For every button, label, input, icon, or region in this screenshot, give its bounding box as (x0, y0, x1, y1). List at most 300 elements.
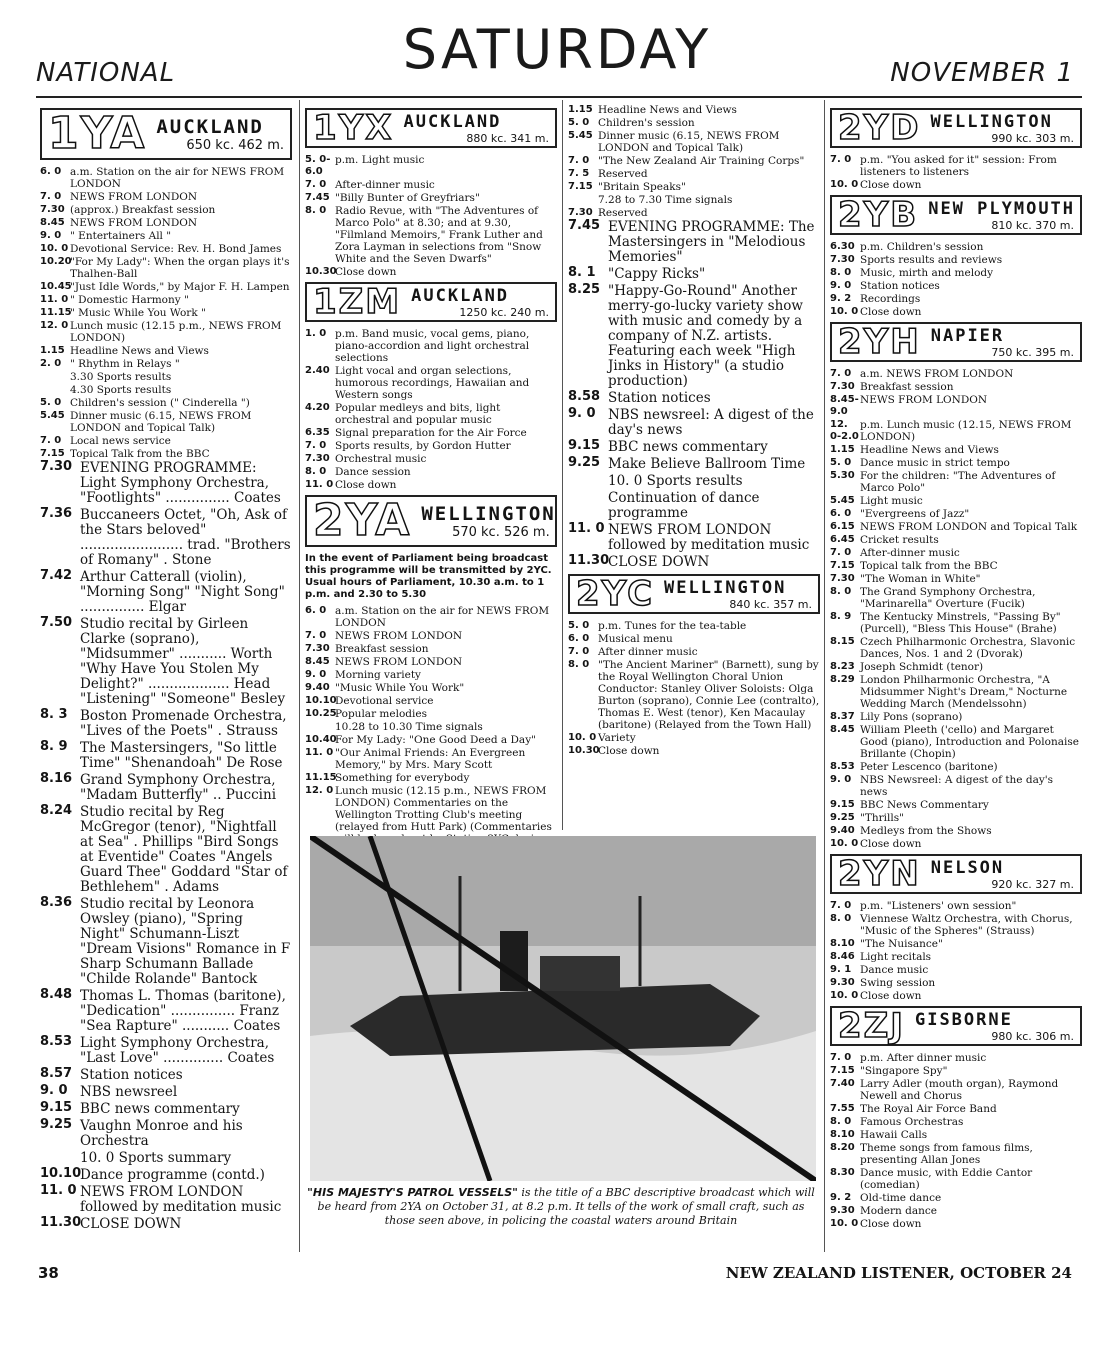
entry-text: The Mastersingers, "So little Time" "Shenandoah" De Rose (80, 740, 283, 771)
entry-time: 8.10 (830, 938, 855, 949)
schedule-entry (830, 267, 1082, 279)
schedule-list (568, 104, 820, 219)
station-freq: 570 kc. 526 m. (452, 524, 550, 540)
entry-time: 9. 0 (568, 406, 596, 421)
schedule-entry (40, 371, 292, 383)
entry-time: 7.30 (305, 453, 330, 464)
entry-time: 9.40 (305, 682, 330, 693)
column-divider (299, 100, 300, 1252)
schedule-entry (830, 913, 1082, 937)
entry-text: CLOSE DOWN (608, 554, 710, 570)
entry-text: Dance session (335, 466, 411, 478)
schedule-entry (305, 643, 557, 655)
entry-time: 7.15 (830, 560, 855, 571)
entry-text: William Pleeth ('cello) and Margaret Good (piano), Introduction and Polonaise Brillante (Chopin) (860, 724, 1079, 760)
entry-time (40, 371, 70, 383)
schedule-entry (568, 646, 820, 658)
entry-text: Close down (598, 745, 660, 757)
station-city: GISBORNE (914, 1009, 1013, 1030)
entry-text: p.m. Band music, vocal gems, piano, piano-accordion and light orchestral selections (335, 328, 530, 364)
schedule-entry (830, 254, 1082, 266)
entry-time: 2.40 (305, 365, 330, 376)
entry-text: Close down (860, 306, 922, 318)
schedule-entry (830, 661, 1082, 673)
schedule-entry (305, 328, 557, 364)
entry-time: 7. 0 (305, 440, 327, 451)
entry-text: "Evergreens of Jazz" (860, 508, 970, 520)
entry-text: Sports results, by Gordon Hutter (335, 440, 511, 452)
schedule-entry (830, 611, 1082, 635)
parliament-notice: In the event of Parliament being broadcast this programme will be transmitted by 2YC. Usual hours of Parliament, 10.30 a.m. to 1 p.m. and 2.30 to 5.30 (305, 553, 552, 600)
entry-text: 7.28 to 7.30 Time signals (598, 194, 733, 206)
entry-text: p.m. Tunes for the tea-table (598, 620, 747, 632)
schedule-entry (568, 168, 820, 180)
entry-text: Popular melodies (335, 708, 427, 720)
entry-time: 5. 0-6.0 (305, 154, 331, 177)
station-1yx (305, 108, 557, 148)
schedule-entry (305, 772, 557, 784)
entry-time: 7.40 (830, 1078, 855, 1089)
station-1ya (40, 108, 292, 160)
schedule-entry (830, 951, 1082, 963)
schedule-entry (830, 900, 1082, 912)
entry-time: 10. 0 (568, 732, 597, 743)
station-2zj (830, 1006, 1082, 1046)
station-logo: 1ZM (313, 282, 402, 322)
station-city: WELLINGTON (930, 111, 1053, 132)
schedule-entry (830, 241, 1082, 253)
schedule-list (830, 368, 1082, 850)
entry-text: Station notices (80, 1067, 183, 1083)
entry-text: Close down (335, 266, 397, 278)
entry-text: Lily Pons (soprano) (860, 711, 963, 723)
entry-time: 1.15 (40, 345, 65, 356)
schedule-entry (40, 243, 292, 255)
entry-text: Local news service (70, 435, 171, 447)
entry-time: 8.36 (40, 895, 73, 910)
station-freq: 840 kc. 357 m. (729, 597, 812, 611)
entry-time: 7.42 (40, 568, 73, 583)
entry-text: 3.30 Sports results (70, 371, 172, 383)
entry-text: BBC News Commentary (860, 799, 989, 811)
schedule-entry (305, 734, 557, 746)
entry-time: 8. 9 (40, 739, 68, 754)
station-freq: 810 kc. 370 m. (991, 218, 1074, 232)
entry-time: 8.24 (40, 803, 73, 818)
entry-time: 11.15 (40, 307, 72, 318)
schedule-entry (40, 773, 292, 803)
entry-time: 8.29 (830, 674, 855, 685)
entry-time: 10. 0 (830, 179, 859, 190)
entry-time: 8. 0 (830, 913, 852, 924)
entry-text: 4.30 Sports results (70, 384, 172, 396)
entry-time: 10.30 (305, 266, 337, 277)
entry-text: Make Believe Ballroom Time (608, 456, 806, 472)
schedule-entry (40, 410, 292, 434)
schedule-list (40, 166, 292, 460)
schedule-entry (830, 179, 1082, 191)
schedule-entry (305, 605, 557, 629)
entry-text: Dance music (860, 964, 929, 976)
schedule-entry (40, 1036, 292, 1066)
entry-text: Musical menu (598, 633, 673, 645)
entry-time: 11. 0 (568, 521, 605, 536)
entry-time: 1. 0 (305, 328, 327, 339)
schedule-entry (305, 479, 557, 491)
station-logo: 2YD (838, 108, 921, 148)
entry-time: 9. 0 (830, 280, 852, 291)
entry-time: 11. 0 (305, 747, 334, 758)
column-4 (830, 104, 1082, 1231)
entry-time (305, 721, 335, 733)
entry-time: 7. 0 (830, 368, 852, 379)
entry-text: Breakfast session (860, 381, 954, 393)
entry-text: 10.28 to 10.30 Time signals (335, 721, 483, 733)
entry-time: 10.25 (305, 708, 337, 719)
schedule-entry (830, 1205, 1082, 1217)
column-3 (568, 104, 820, 758)
schedule-entry (40, 617, 292, 707)
publication-footer: NEW ZEALAND LISTENER, OCTOBER 24 (725, 1264, 1072, 1282)
column-1yа (40, 104, 292, 1234)
entry-text: "Music While You Work" (335, 682, 465, 694)
entry-time (40, 384, 70, 396)
entry-text: "For My Lady": When the organ plays it's Thalhen-Ball (70, 256, 290, 280)
entry-text: EVENING PROGRAMME: The Mastersingers in "Melodious Memories" (608, 219, 815, 265)
column-divider (562, 100, 563, 830)
entry-time: 9. 0 (40, 1083, 68, 1098)
entry-time: 8.15 (830, 636, 855, 647)
entry-time: 10. 0 (40, 243, 69, 254)
entry-time: 5. 0 (568, 117, 590, 128)
station-logo: 2YA (313, 495, 412, 546)
schedule-entry (830, 154, 1082, 178)
entry-time: 10. 0 (830, 990, 859, 1001)
entry-time: 9. 0 (40, 230, 62, 241)
schedule-entry (568, 745, 820, 757)
entry-time: 8.45 (305, 656, 330, 667)
entry-time (40, 1151, 80, 1166)
entry-text: For My Lady: "One Good Deed a Day" (335, 734, 536, 746)
schedule-entry (40, 1068, 292, 1083)
entry-text: p.m. "You asked for it" session: From listeners to listeners (860, 154, 1057, 178)
station-freq: 990 kc. 303 m. (991, 131, 1074, 145)
entry-time: 11.30 (568, 553, 610, 568)
entry-text: Arthur Catterall (violin), "Morning Song" "Night Song" ............... Elgar (80, 569, 285, 615)
schedule-entry (40, 1217, 292, 1232)
schedule-entry (568, 207, 820, 219)
schedule-entry (830, 1103, 1082, 1115)
entry-text: BBC news commentary (80, 1101, 240, 1117)
entry-text: Topical talk from the BBC (860, 560, 998, 572)
schedule-entry (830, 560, 1082, 572)
entry-time: 10. 0 (830, 306, 859, 317)
schedule-entry (40, 230, 292, 242)
schedule-entry (40, 384, 292, 396)
entry-text: NEWS FROM LONDON (70, 217, 198, 229)
entry-time: 8. 0 (830, 586, 852, 597)
schedule-entry (40, 1151, 292, 1166)
station-freq: 980 kc. 306 m. (991, 1029, 1074, 1043)
entry-text: Dance music, with Eddie Cantor (comedian) (860, 1167, 1033, 1191)
schedule-entry (305, 154, 557, 178)
entry-time: 7. 0 (830, 900, 852, 911)
schedule-entry (568, 440, 820, 455)
schedule-entry (40, 1185, 292, 1215)
entry-text: Headline News and Views (598, 104, 737, 116)
schedule-entry (830, 508, 1082, 520)
entry-time: 8. 1 (568, 265, 596, 280)
schedule-list (830, 900, 1082, 1002)
entry-text: a.m. NEWS FROM LONDON (860, 368, 1014, 380)
schedule-entry (830, 573, 1082, 585)
entry-text: "Billy Bunter of Greyfriars" (335, 192, 480, 204)
entry-time: 8.37 (830, 711, 855, 722)
entry-text: Radio Revue, with "The Adventures of Marco Polo" at 8.30; and at 9.30, "Filmland Memoirs," Frank Luther and Zora Layman in selections from "Snow White and the Seven Dwarfs" (335, 205, 543, 265)
schedule-entry (830, 1116, 1082, 1128)
schedule-entry (830, 825, 1082, 837)
entry-text: Theme songs from famous films, presenting Allan Jones (860, 1142, 1033, 1166)
entry-time: 10.30 (568, 745, 600, 756)
schedule-entry (305, 682, 557, 694)
entry-text: Light Symphony Orchestra, "Last Love" .............. Coates (80, 1035, 275, 1066)
entry-text: "Happy-Go-Round" Another merry-go-lucky variety show with music and comedy by a company of N.Z. artists. Featuring each week "High Jinks in History" (a studio production) (608, 283, 803, 389)
entry-text: Popular medleys and bits, light orchestral and popular music (335, 402, 501, 426)
entry-text: London Philharmonic Orchestra, "A Midsummer Night's Dream," Nocturne Wedding March (Mendelssohn) (860, 674, 1068, 710)
header-rule (36, 96, 1082, 98)
schedule-entry (830, 812, 1082, 824)
schedule-entry (830, 1142, 1082, 1166)
schedule-list (830, 1052, 1082, 1230)
entry-text: Dinner music (6.15, NEWS FROM LONDON and Topical Talk) (70, 410, 252, 434)
entry-text: Thomas L. Thomas (baritone), "Dedication" ............... Franz "Sea Rapture" ........... Coates (80, 988, 286, 1034)
schedule-entry (40, 448, 292, 460)
station-city: WELLINGTON (664, 577, 787, 598)
entry-text: Recordings (860, 293, 921, 305)
schedule-entry (830, 547, 1082, 559)
station-logo: 2YH (838, 322, 921, 362)
entry-time: 7.55 (830, 1103, 855, 1114)
entry-text: BBC news commentary (608, 439, 768, 455)
schedule-entry (830, 419, 1082, 443)
station-freq: 650 kc. 462 m. (186, 137, 284, 153)
schedule-entry (830, 381, 1082, 393)
schedule-entry (40, 204, 292, 216)
station-2yn (830, 854, 1082, 894)
entry-text: Devotional service (335, 695, 434, 707)
entry-time: 8. 0 (568, 659, 590, 670)
entry-time: 9. 2 (830, 1192, 852, 1203)
entry-time: 10.10 (40, 1166, 82, 1181)
schedule-entry (305, 440, 557, 452)
schedule-entry (830, 521, 1082, 533)
entry-time: 8.16 (40, 771, 73, 786)
station-city: NEW PLYMOUTH (928, 198, 1076, 219)
entry-text: Signal preparation for the Air Force (335, 427, 527, 439)
entry-text: Close down (860, 179, 922, 191)
entry-text: "Our Animal Friends: An Evergreen Memory," by Mrs. Mary Scott (335, 747, 526, 771)
entry-text: Grand Symphony Orchestra, "Madam Butterfly" .. Puccini (80, 772, 277, 803)
entry-text: "Britain Speaks" (598, 181, 686, 193)
schedule-entry (568, 104, 820, 116)
entry-text: Close down (860, 838, 922, 850)
entry-text: Famous Orchestras (860, 1116, 964, 1128)
schedule-entry (830, 368, 1082, 380)
schedule-entry (830, 724, 1082, 760)
entry-text: " Rhythm in Relays " (70, 358, 180, 370)
entry-text: Dance music in strict tempo (860, 457, 1010, 469)
station-city: AUCKLAND (156, 115, 264, 138)
header-date: NOVEMBER 1 (890, 58, 1074, 88)
schedule-entry (568, 474, 820, 489)
station-logo: 2YB (838, 195, 919, 235)
entry-time: 8.25 (568, 282, 601, 297)
entry-text: Joseph Schmidt (tenor) (860, 661, 984, 673)
entry-time: 8. 0 (305, 466, 327, 477)
entry-text: Modern dance (860, 1205, 937, 1217)
entry-text: Something for everybody (335, 772, 470, 784)
entry-time: 5.45 (40, 410, 65, 421)
schedule-entry (40, 397, 292, 409)
schedule-entry (568, 555, 820, 570)
entry-time: 12. 0 (305, 785, 334, 796)
schedule-entry (830, 586, 1082, 610)
entry-time: 11. 0 (40, 294, 69, 305)
entry-time: 9.30 (830, 1205, 855, 1216)
entry-time: 8. 9 (830, 611, 852, 622)
entry-time: 9.40 (830, 825, 855, 836)
entry-time: 9. 0 (305, 669, 327, 680)
entry-text: Continuation of dance programme (608, 490, 760, 521)
entry-time: 7. 0 (830, 547, 852, 558)
schedule-entry (830, 1129, 1082, 1141)
entry-text: " Entertainers All " (70, 230, 172, 242)
entry-time: 7.30 (568, 207, 593, 218)
schedule-entry (40, 1119, 292, 1149)
schedule-entry (568, 284, 820, 389)
schedule-entry (830, 838, 1082, 850)
entry-time: 7.30 (40, 204, 65, 215)
page-number: 38 (38, 1264, 59, 1282)
entry-text: Sports results and reviews (860, 254, 1003, 266)
entry-text: CLOSE DOWN (80, 1216, 182, 1232)
entry-text: Studio recital by Girleen Clarke (soprano), "Midsummer" ........... Worth "Why Have You Stolen My Delight?" ................... Head "Listening" "Someone" Besley (80, 616, 286, 707)
station-freq: 1250 kc. 240 m. (459, 305, 549, 319)
entry-time: 7. 0 (568, 155, 590, 166)
schedule-entry (568, 130, 820, 154)
entry-text: Breakfast session (335, 643, 429, 655)
entry-time: 8.45-9.0 (830, 394, 859, 417)
station-2ya (305, 495, 557, 547)
entry-time: 12. 0 (40, 320, 69, 331)
schedule-entry (568, 620, 820, 632)
schedule-entry (40, 281, 292, 293)
entry-time: 10.10 (305, 695, 337, 706)
entry-time: 7. 0 (568, 646, 590, 657)
schedule-entry (830, 711, 1082, 723)
station-2yd (830, 108, 1082, 148)
entry-text: Station notices (860, 280, 940, 292)
entry-time: 5. 0 (40, 397, 62, 408)
schedule-entry (830, 799, 1082, 811)
entry-text: Dinner music (6.15, NEWS FROM LONDON and Topical Talk) (598, 130, 780, 154)
entry-text: NBS newsreel (80, 1084, 178, 1100)
entry-text: NBS newsreel: A digest of the day's news (608, 407, 814, 438)
entry-text: NBS Newsreel: A digest of the day's news (860, 774, 1054, 798)
entry-text: Viennese Waltz Orchestra, with Chorus, "Music of the Spheres" (Strauss) (860, 913, 1073, 937)
schedule-entry (305, 721, 557, 733)
schedule-entry (40, 570, 292, 615)
schedule-entry (305, 695, 557, 707)
entry-text: NEWS FROM LONDON and Topical Talk (860, 521, 1078, 533)
schedule-entry (830, 280, 1082, 292)
schedule-entry (830, 534, 1082, 546)
schedule-entry (305, 630, 557, 642)
schedule-entry (305, 669, 557, 681)
entry-time: 8.30 (830, 1167, 855, 1178)
schedule-entry (830, 444, 1082, 456)
schedule-entry (830, 1078, 1082, 1102)
entry-time: 8.48 (40, 987, 73, 1002)
entry-text: Orchestral music (335, 453, 427, 465)
station-city: WELLINGTON (421, 502, 556, 525)
entry-time: 11.30 (40, 1215, 82, 1230)
entry-time: 10.40 (305, 734, 337, 745)
entry-text: Children's session (" Cinderella ") (70, 397, 250, 409)
entry-time: 1.15 (830, 444, 855, 455)
entry-time: 7. 0 (305, 179, 327, 190)
schedule-entry (568, 732, 820, 744)
entry-time: 2. 0 (40, 358, 62, 369)
entry-text: Reserved (598, 207, 648, 219)
station-2yb (830, 195, 1082, 235)
schedule-entry (40, 461, 292, 506)
entry-text: Devotional Service: Rev. H. Bond James (70, 243, 282, 255)
entry-time: 12. 0-2.0 (830, 419, 859, 442)
schedule-entry (830, 977, 1082, 989)
entry-text: After-dinner music (335, 179, 435, 191)
entry-text: Lunch music (12.15 p.m., NEWS FROM LONDON) Commentaries on the Wellington Trotting Club's meeting (relayed from Hutt Park) (Commentaries (335, 785, 552, 833)
entry-time: 7. 0 (305, 630, 327, 641)
schedule-entry (305, 708, 557, 720)
entry-text: The Grand Symphony Orchestra, "Marinarella" Overture (Fucik) (860, 586, 1036, 610)
schedule-entry (568, 633, 820, 645)
entry-text: Studio recital by Leonora Owsley (piano), "Spring Night" Schumann-Liszt "Dream Visions" Romance in F Sharp Schumann Ballade "Childe Rolande" Bantock (80, 896, 291, 987)
patrol-vessel-photo (310, 836, 816, 1181)
station-1zm (305, 282, 557, 322)
entry-text: After dinner music (598, 646, 698, 658)
entry-time: 8. 0 (830, 267, 852, 278)
schedule-entry (40, 709, 292, 739)
entry-time: 9.15 (568, 438, 601, 453)
column-2 (305, 104, 557, 870)
entry-text: Old-time dance (860, 1192, 942, 1204)
entry-text: Cricket results (860, 534, 939, 546)
entry-time: 6. 0 (40, 166, 62, 177)
entry-time: 6.30 (830, 241, 855, 252)
entry-text: Variety (598, 732, 636, 744)
schedule-entry (305, 402, 557, 426)
entry-time: 8.10 (830, 1129, 855, 1140)
schedule-entry (830, 636, 1082, 660)
entry-text: Light recitals (860, 951, 932, 963)
entry-time: 7. 0 (830, 1052, 852, 1063)
entry-time: 9.15 (830, 799, 855, 810)
schedule-list (830, 241, 1082, 318)
entry-text: The Kentucky Minstrels, "Passing By" (Purcell), "Bless This House" (Brahe) (860, 611, 1061, 635)
entry-text: Buccaneers Octet, "Oh, Ask of the Stars beloved" ........................ trad. "Brothers of Romany" . Stone (80, 507, 291, 568)
entry-text: " Music While You Work " (70, 307, 206, 319)
